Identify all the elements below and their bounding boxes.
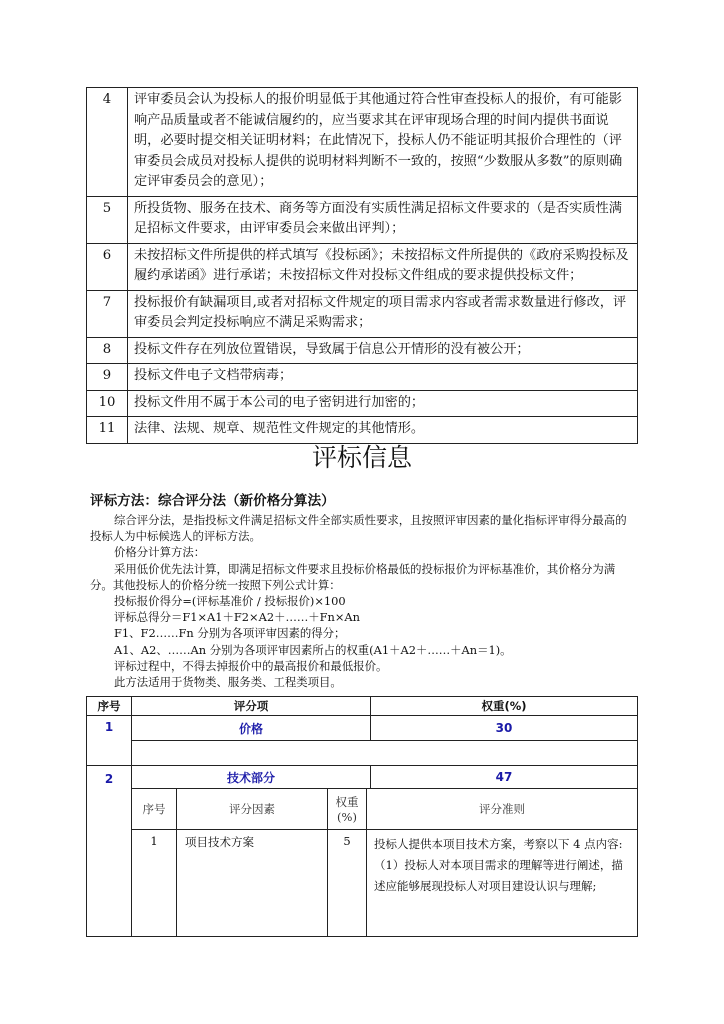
row-number: 10 [87,390,128,417]
row-text: 所投货物、服务在技术、商务等方面没有实质性满足招标文件要求的（是否实质性满足招标文件要求，由评审委员会来做出评判）； [128,196,638,243]
price-item: 价格 [132,716,371,741]
row-text: 未按招标文件所提供的样式填写《投标函》；未按招标文件所提供的《政府采购投标及履约承诺函》进行承诺；未按招标文件对投标文件组成的要求提供投标文件； [128,243,638,290]
paragraph: 价格分计算方法： [114,545,206,560]
invalid-bid-table [86,87,638,444]
criteria-text: （1）投标人对本项目需求的理解等进行阐述，描述应能够展现投标人对项目建设认识与理解; [374,858,623,893]
header-no: 序号 [87,697,132,716]
row-text: 投标文件用不属于本公司的电子密钥进行加密的； [128,390,638,417]
tech-detail-row [87,789,638,937]
row-number: 11 [87,417,128,444]
row-number: 5 [87,196,128,243]
paragraph: 评标总得分＝F1×A1＋F2×A2＋……＋Fn×An [114,610,360,625]
tech-factor-table [132,789,637,936]
table-row [87,243,638,290]
table-row [87,290,638,337]
table-row [87,88,638,197]
paragraph: 此方法适用于货物类、服务类、工程类项目。 [114,675,342,690]
factor-row [132,830,637,937]
paragraph: 综合评分法，是指投标文件满足招标文件全部实质性要求，且按照评审因素的量化指标评审得分最高的投标人为中标候选人的评标方法。 [90,513,627,544]
paragraph: A1、A2、……An 分别为各项评审因素所占的权重(A1＋A2＋……＋An＝1)。 [114,642,512,657]
price-no: 1 [87,716,132,766]
criteria-text: 投标人提供本项目技术方案，考察以下 4 点内容: [374,837,623,851]
factor-no: 1 [132,830,177,937]
factor-header-no: 序号 [132,789,177,830]
tech-weight: 47 [371,766,638,789]
factor-criteria [367,830,638,937]
factor-name: 项目技术方案 [177,830,328,937]
method-description [90,512,636,690]
empty-cell [132,741,638,766]
row-number: 8 [87,337,128,364]
row-text: 评审委员会认为投标人的报价明显低于其他通过符合性审查投标人的报价，有可能影响产品质量或者不能诚信履约的，应当要求其在评审现场合理的时间内提供书面说明，必要时提交相关证明材料；在此情况下，投标人仍不能证明其报价合理性的（评审委员会成员对投标人提供的说明材料判断不一致的，按照“少数服从多数”的原则确定评审委员会的意见）； [128,88,638,197]
row-number: 7 [87,290,128,337]
row-text: 投标文件存在列放位置错误，导致属于信息公开情形的没有被公开； [128,337,638,364]
table-row [87,337,638,364]
paragraph: 采用低价优先法计算，即满足招标文件要求且投标价格最低的投标报价为评标基准价，其价格分为满分。其他投标人的价格分统一按照下列公式计算： [90,561,616,592]
price-weight: 30 [371,716,638,741]
tech-item: 技术部分 [132,766,371,789]
row-number: 4 [87,88,128,197]
factor-header-factor: 评分因素 [177,789,328,830]
header-weight: 权重(%) [371,697,638,716]
tech-detail-cell [132,789,638,937]
table-row [87,196,638,243]
price-empty-row [87,741,638,766]
row-number: 6 [87,243,128,290]
section-title: 评标信息 [311,443,412,472]
table-row [87,390,638,417]
table-row [87,364,638,391]
factor-header-criteria: 评分准则 [367,789,638,830]
factor-header-row [132,789,637,830]
method-heading: 评标方法：综合评分法（新价格分算法） [90,493,335,509]
scoring-table [86,696,638,937]
row-number: 9 [87,364,128,391]
header-item: 评分项 [132,697,371,716]
tech-no: 2 [87,766,132,937]
paragraph: F1、F2……Fn 分别为各项评审因素的得分； [114,626,346,641]
factor-weight: 5 [328,830,367,937]
row-text: 法律、法规、规章、规范性文件规定的其他情形。 [128,417,638,444]
price-row [87,716,638,741]
scoring-header-row [87,697,638,716]
row-text: 投标文件电子文档带病毒； [128,364,638,391]
tech-row [87,766,638,789]
row-text: 投标报价有缺漏项目,或者对招标文件规定的项目需求内容或者需求数量进行修改，评审委员会判定投标响应不满足采购需求； [128,290,638,337]
paragraph: 评标过程中，不得去掉报价中的最高报价和最低报价。 [114,658,388,673]
paragraph: 投标报价得分=(评标基准价 / 投标报价)×100 [114,594,346,609]
factor-header-weight: 权重(%) [328,789,367,830]
